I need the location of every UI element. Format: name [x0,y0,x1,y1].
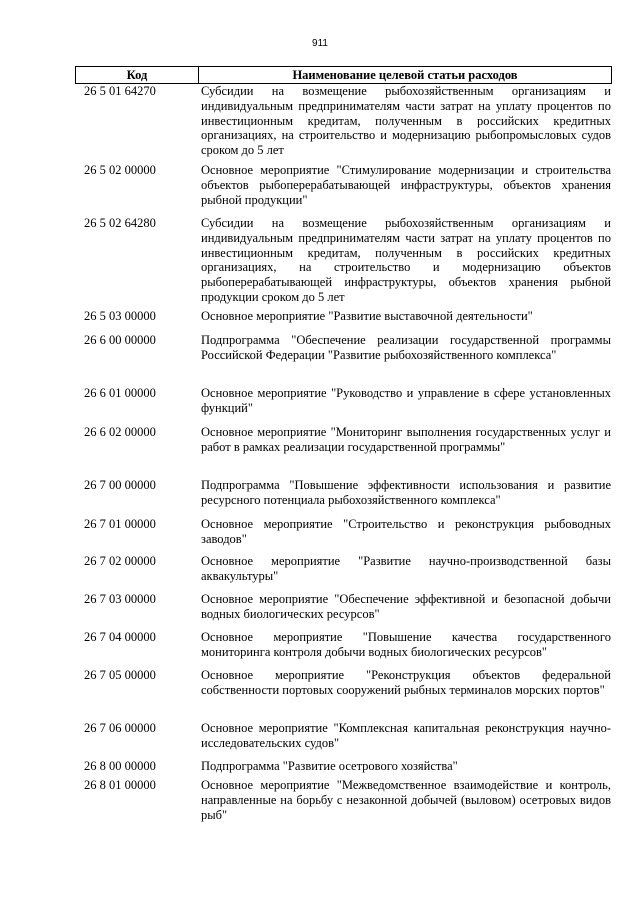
table-row [75,759,612,778]
row-name: Подпрограмма "Развитие осетрового хозяйства" [201,759,458,773]
row-name: Основное мероприятие "Строительство и реконструкция рыбоводных заводов" [201,517,611,546]
table-row [75,386,612,425]
row-name: Основное мероприятие "Стимулирование модернизации и строительства объектов рыбоперерабатывающей инфраструктуры, объектов хранения рыбной продукции" [201,163,611,207]
row-code: 26 7 04 00000 [84,630,156,644]
page-number: 911 [312,38,328,49]
table-row [75,84,612,163]
row-name: Основное мероприятие "Реконструкция объектов федеральной собственности портовых сооружений рыбных терминалов морских портов" [201,668,611,697]
budget-table [75,66,612,826]
row-code: 26 6 01 00000 [84,386,156,400]
row-code: 26 7 05 00000 [84,668,156,682]
row-code: 26 6 00 00000 [84,333,156,347]
table-row [75,517,612,554]
row-code: 26 7 02 00000 [84,554,156,568]
row-name: Основное мероприятие "Межведомственное взаимодействие и контроль, направленные на борьбу с незаконной добычей (выловом) осетровых видов рыб" [201,778,611,822]
row-code: 26 7 06 00000 [84,721,156,735]
row-code: 26 8 00 00000 [84,759,156,773]
row-code: 26 7 01 00000 [84,517,156,531]
row-code: 26 5 02 00000 [84,163,156,177]
table-row [75,163,612,216]
header-name: Наименование целевой статьи расходов [292,68,518,82]
row-name: Основное мероприятие "Развитие научно-производственной базы аквакультуры" [201,554,611,583]
row-name: Подпрограмма "Обеспечение реализации государственной программы Российской Федерации "Развитие рыбохозяйственного комплекса" [201,333,611,362]
row-name: Основное мероприятие "Комплексная капитальная реконструкция научно-исследовательских судов" [201,721,611,750]
row-code: 26 5 02 64280 [84,216,156,230]
table-header [75,66,612,84]
table-row [75,668,612,721]
table-row [75,554,612,592]
table-row [75,216,612,309]
row-name: Основное мероприятие "Развитие выставочной деятельности" [201,309,533,323]
row-code: 26 5 03 00000 [84,309,156,323]
row-name: Подпрограмма "Повышение эффективности использования и развитие ресурсного потенциала рыбохозяйственного комплекса" [201,478,611,507]
table-row [75,478,612,517]
row-name: Основное мероприятие "Руководство и управление в сфере установленных функций" [201,386,611,415]
row-name: Субсидии на возмещение рыбохозяйственным организациям и индивидуальным предпринимателям части затрат на уплату процентов по инвестиционным кредитам, полученным в российских кредитных организациях, на строительство и модернизацию объектов рыбоперерабатывающей инфраструктуры, объектов хранения рыбной продукции сроком до 5 лет [201,216,611,304]
row-name: Основное мероприятие "Мониторинг выполнения государственных услуг и работ в рамках реализации государственной программы" [201,425,611,454]
row-code: 26 7 00 00000 [84,478,156,492]
table-row [75,592,612,630]
table-row [75,333,612,386]
row-code: 26 6 02 00000 [84,425,156,439]
header-code: Код [76,67,199,83]
table-row [75,721,612,759]
row-code: 26 7 03 00000 [84,592,156,606]
table-row [75,630,612,668]
table-row [75,425,612,478]
table-row [75,778,612,826]
row-name: Основное мероприятие "Обеспечение эффективной и безопасной добычи водных биологических ресурсов" [201,592,611,621]
table-row [75,309,612,333]
row-code: 26 8 01 00000 [84,778,156,792]
row-name: Субсидии на возмещение рыбохозяйственным организациям и индивидуальным предпринимателям части затрат на уплату процентов по инвестиционным кредитам, полученным в российских кредитных организациях, на строительство и модернизацию рыбопромысловых судов сроком до 5 лет [201,84,611,158]
row-name: Основное мероприятие "Повышение качества государственного мониторинга контроля добычи водных биологических ресурсов" [201,630,611,659]
row-code: 26 5 01 64270 [84,84,156,98]
